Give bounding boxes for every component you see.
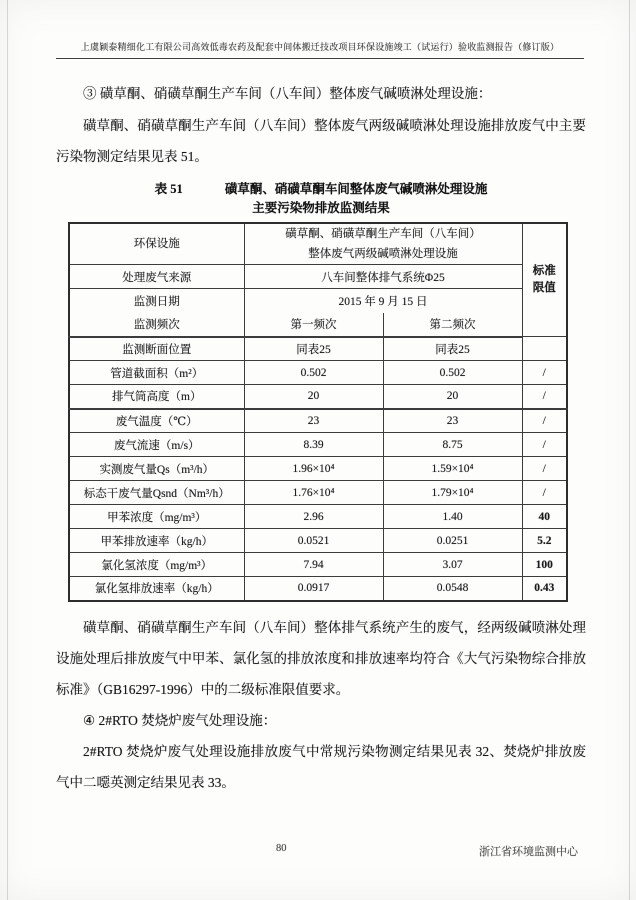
paragraph-item-4-heading: ④ 2#RTO 焚烧炉废气处理设施：: [83, 712, 277, 728]
row-label: 氯化氢浓度（mg/m³）: [69, 553, 244, 577]
row-label: 管道截面积（m²）: [69, 361, 244, 385]
value-freq2: 同表25: [383, 337, 522, 361]
paragraph-table51-intro: 磺草酮、硝磺草酮生产车间（八车间）整体废气两级碱喷淋处理设施排放废气中主要污染物测定结果见表 51。: [56, 118, 586, 164]
value-freq1: 2.96: [244, 505, 383, 529]
table-row-param: [69, 385, 567, 409]
table-row-param: [69, 409, 567, 433]
table-caption: [56, 179, 586, 199]
limit-value: /: [522, 409, 567, 433]
table-title-line2: 主要污染物排放监测结果: [252, 201, 390, 215]
value-freq1: 0.0521: [244, 529, 383, 553]
value-freq2: 0.502: [383, 361, 522, 385]
table-row-param: [69, 481, 567, 505]
row-label: 废气温度（℃）: [69, 409, 244, 433]
value-freq1: 20: [244, 385, 383, 409]
running-header: 上虞颖泰精细化工有限公司高效低毒农药及配套中间体搬迁技改项目环保设施竣工（试运行）验收监测报告（修订版）: [56, 40, 584, 59]
value-freq1: 1.76×10⁴: [244, 481, 383, 505]
table-row-param: [69, 553, 567, 577]
limit-value: /: [522, 457, 567, 481]
limit-value: 5.2: [522, 529, 567, 553]
scan-edge-artifact: [629, 0, 630, 900]
value-freq2: 23: [383, 409, 522, 433]
table-title-line1: 磺草酮、硝磺草酮车间整体废气碱喷淋处理设施: [224, 182, 488, 196]
table-row-param: [69, 457, 567, 481]
limit-value: 40: [522, 505, 567, 529]
frequency-1-header: 第一频次: [244, 313, 383, 337]
table-row-source: [69, 265, 567, 289]
value-freq2: 1.40: [383, 505, 522, 529]
row-label: 排气筒高度（m）: [69, 385, 244, 409]
limit-value: /: [522, 385, 567, 409]
table-row-frequency: [69, 313, 567, 337]
value-freq1: 8.39: [244, 433, 383, 457]
footer-organization: 浙江省环境监测中心: [479, 846, 578, 858]
limit-value: [522, 337, 567, 361]
facility-value: [244, 223, 522, 265]
paragraph-conclusion: 磺草酮、硝磺草酮生产车间（八车间）整体排气系统产生的废气，经两级碱喷淋处理设施处理后排放废气中甲苯、氯化氢的排放浓度和排放速率均符合《大气污染物综合排放标准》（GB16297-1996）中的二级标准限值要求。: [56, 619, 586, 697]
table-row-param: [69, 577, 567, 601]
row-label: 标态干废气量Qsnd（Nm³/h）: [69, 481, 244, 505]
table-row-facility: [69, 223, 567, 265]
value-freq2: 1.59×10⁴: [383, 457, 522, 481]
date-value: 2015 年 9 月 15 日: [244, 289, 522, 313]
value-freq2: 0.0548: [383, 577, 522, 601]
limit-value: 0.43: [522, 577, 567, 601]
table-row-param: [69, 529, 567, 553]
value-freq1: 1.96×10⁴: [244, 457, 383, 481]
row-label: 监测断面位置: [69, 337, 244, 361]
table-row-param: [69, 337, 567, 361]
value-freq1: 23: [244, 409, 383, 433]
table-row-param: [69, 505, 567, 529]
source-value: 八车间整体排气系统Φ25: [244, 265, 522, 289]
row-label: 实测废气量Qs（m³/h）: [69, 457, 244, 481]
frequency-2-header: 第二频次: [383, 313, 522, 337]
row-label: 监测日期: [69, 289, 244, 313]
value-freq1: 7.94: [244, 553, 383, 577]
page-number: 80: [276, 843, 287, 854]
table-number: 表 51: [154, 182, 183, 196]
paragraph-item-3-heading: ③ 磺草酮、硝磺草酮生产车间（八车间）整体废气碱喷淋处理设施：: [83, 86, 492, 101]
table-row-param: [69, 361, 567, 385]
table-row-param: [69, 433, 567, 457]
value-freq1: 同表25: [244, 337, 383, 361]
value-freq2: 3.07: [383, 553, 522, 577]
row-label: 甲苯排放速率（kg/h）: [69, 529, 244, 553]
row-label: 氯化氢排放速率（kg/h）: [69, 577, 244, 601]
facility-value-line1: 磺草酮、硝磺草酮生产车间（八车间）: [285, 228, 481, 240]
row-label: 处理废气来源: [69, 265, 244, 289]
standard-limit-header: 标准 限值: [522, 223, 567, 337]
facility-value-line2: 整体废气两级碱喷淋处理设施: [308, 248, 458, 260]
value-freq1: 0.502: [244, 361, 383, 385]
row-label: 废气流速（m/s）: [69, 433, 244, 457]
paragraph-rto-intro: 2#RTO 焚烧炉废气处理设施排放废气中常规污染物测定结果见表 32、焚烧炉排放废气中二噁英测定结果见表 33。: [56, 743, 586, 790]
limit-value: /: [522, 481, 567, 505]
value-freq2: 0.0251: [383, 529, 522, 553]
scan-edge-artifact: [7, 0, 8, 900]
limit-value: 100: [522, 553, 567, 577]
row-label: 监测频次: [69, 313, 244, 337]
value-freq2: 20: [383, 385, 522, 409]
table-row-date: [69, 289, 567, 313]
value-freq2: 1.79×10⁴: [383, 481, 522, 505]
page-footer: [0, 843, 636, 863]
limit-value: /: [522, 361, 567, 385]
value-freq1: 0.0917: [244, 577, 383, 601]
row-label: 环保设施: [69, 223, 244, 265]
limit-value: /: [522, 433, 567, 457]
page-content: [56, 78, 586, 798]
value-freq2: 8.75: [383, 433, 522, 457]
row-label: 甲苯浓度（mg/m³）: [69, 505, 244, 529]
monitoring-results-table: [68, 222, 568, 602]
